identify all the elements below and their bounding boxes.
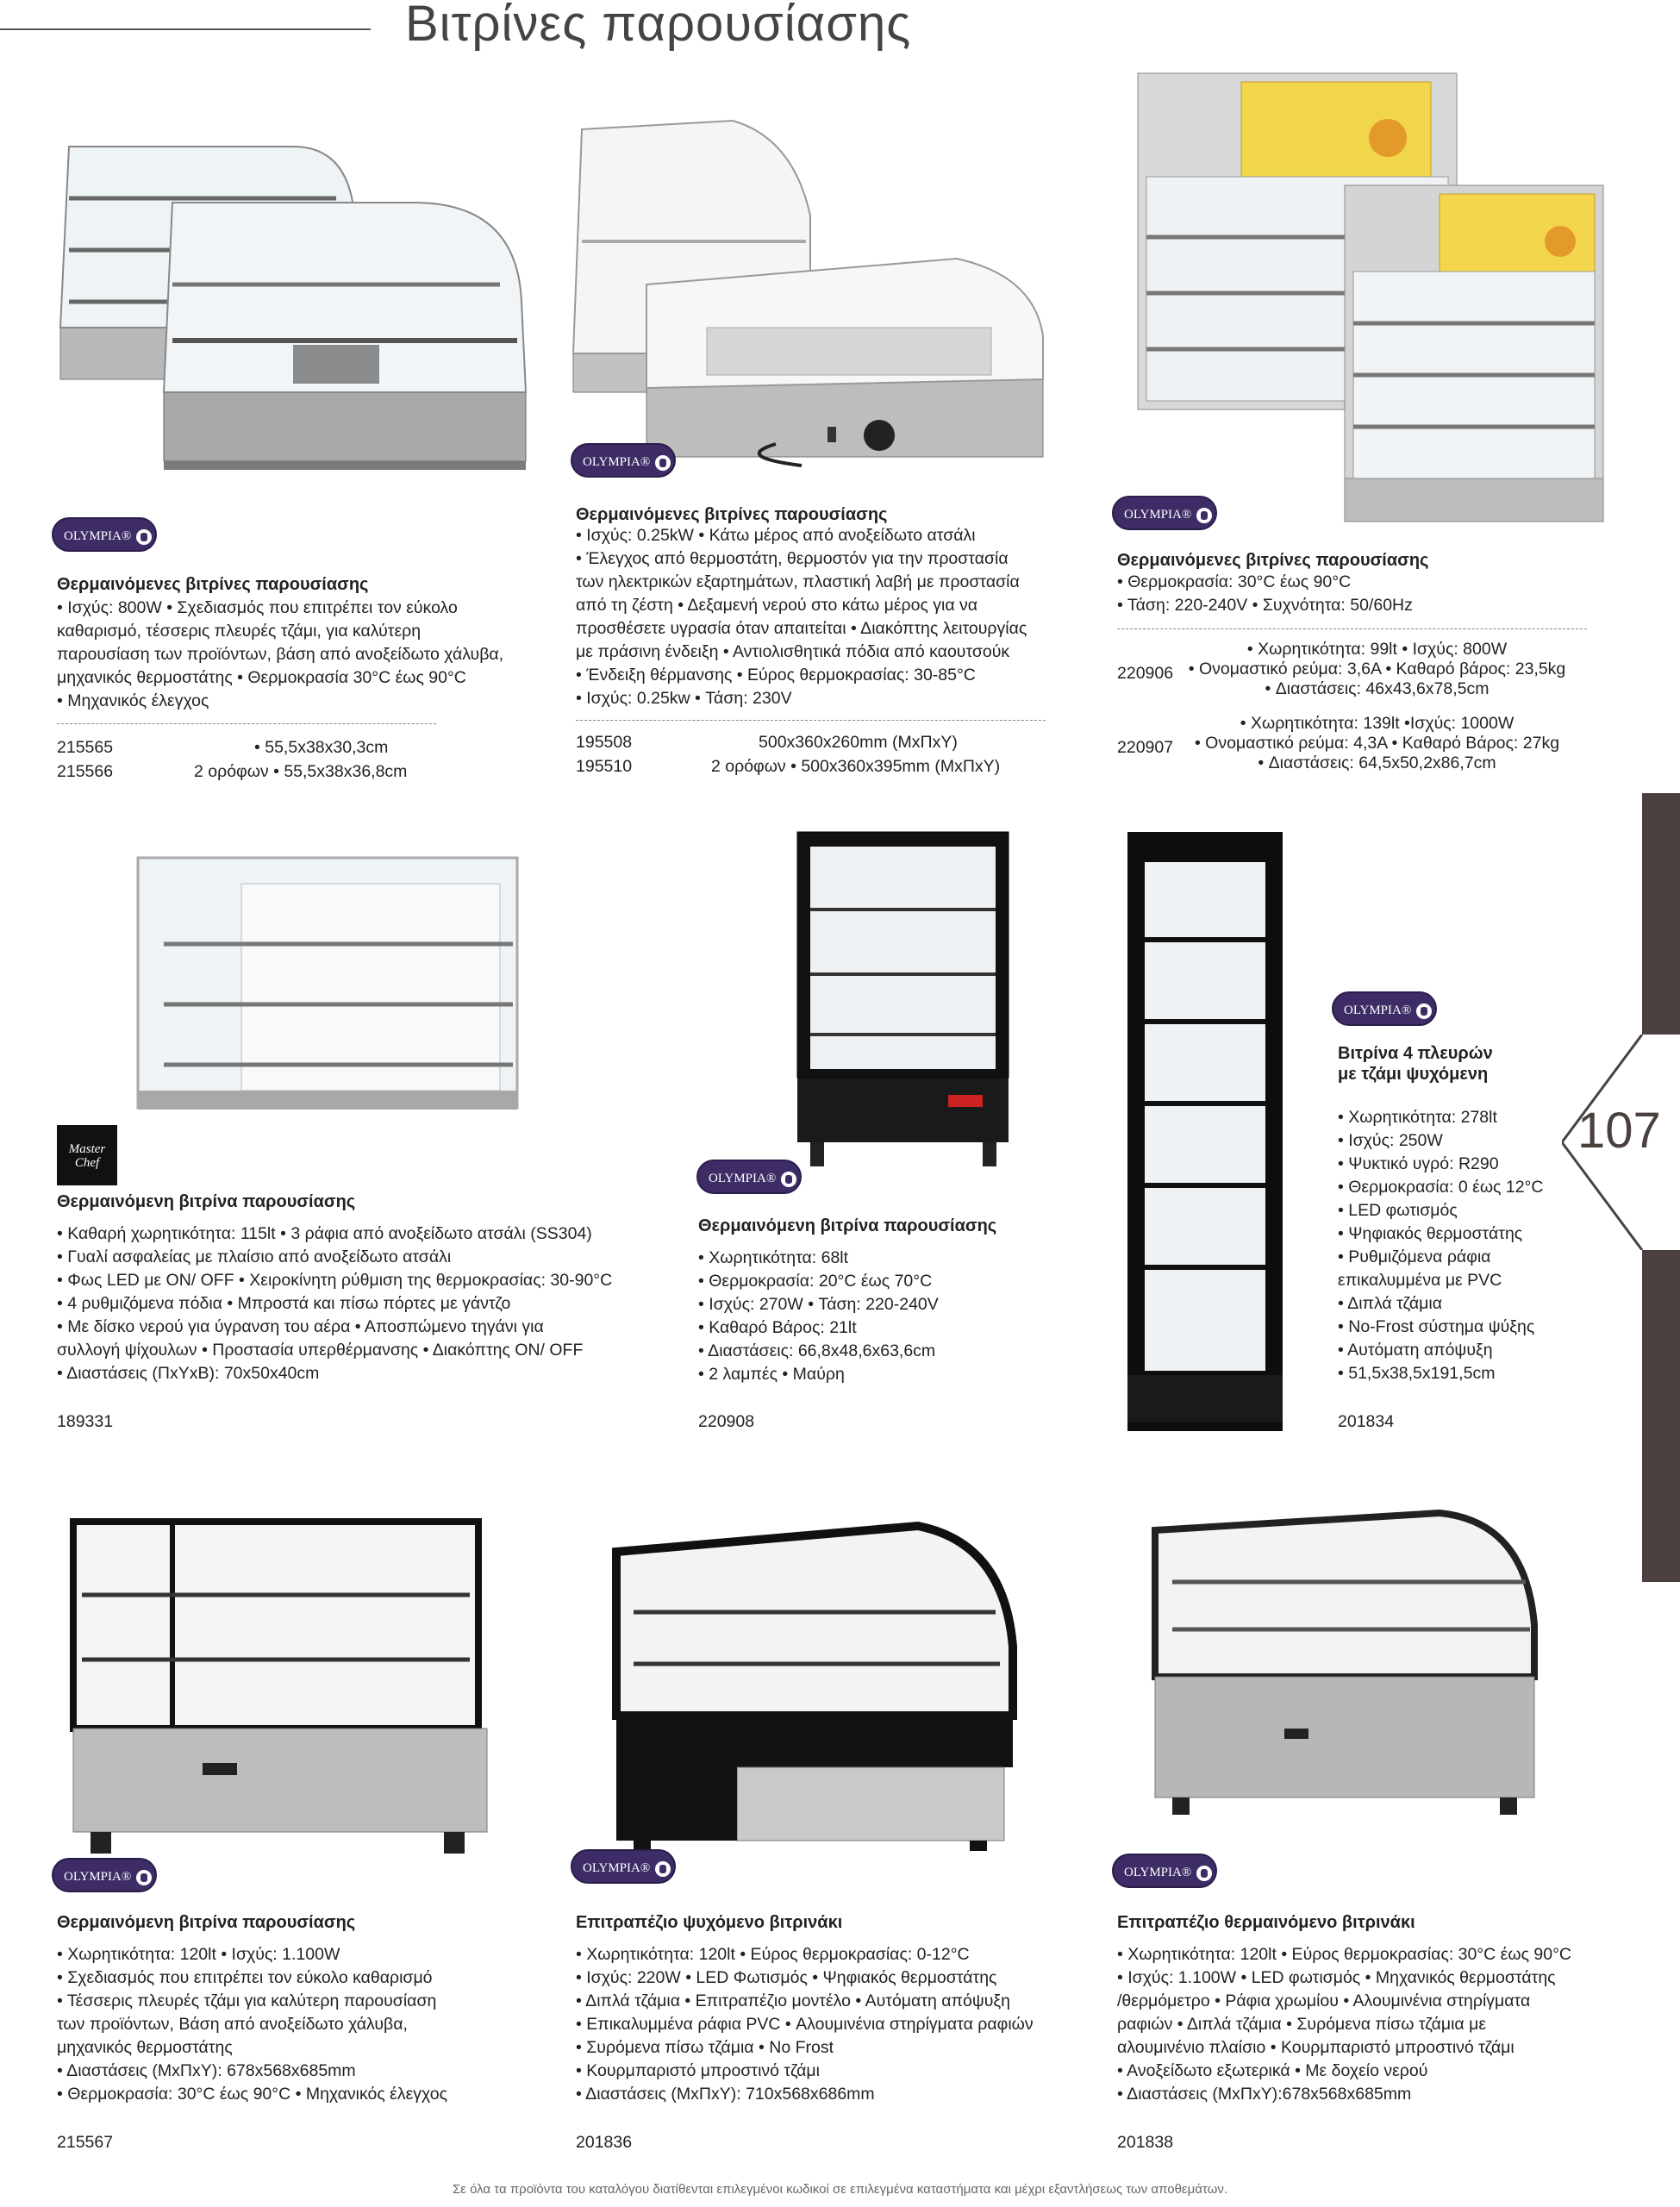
- product-variant-spec: • Χωρητικότητα: 99lt • Ισχύς: 800W • Ονομαστικό ρεύμα: 3,6A • Καθαρό βάρος: 23,5kg • Διαστάσεις: 46x43,6x78,5cm: [1188, 640, 1566, 698]
- olympia-mark-icon: [1416, 1003, 1432, 1019]
- product-code: 195508: [576, 733, 633, 752]
- product-description: • Καθαρή χωρητικότητα: 115lt • 3 ράφια από ανοξείδωτο ατσάλι (SS304) • Γυαλί ασφαλείας με πλαίσιο από ανοξείδωτο ατσάλι • Φως LED με ON/ OFF • Χειροκίνητη ρύθμιση της θερμοκρασίας: 30-90°C • 4 ρυθμιζόμενα πόδια • Μπροστά και πίσω πόρτες με γάντζο • Με δίσκο νερού για ύγρανση του αέρα • Αποσπώμενο τηγάνι για συλλογή ψίχουλων • Προστασία υπερθέρμανσης • Διακόπτης ON/ OFF • Διαστάσεις (ΠxΥxΒ): 70x50x40cm: [57, 1224, 613, 1383]
- product-description: • Ισχύς: 0.25kW • Κάτω μέρος από ανοξείδωτο ατσάλι • Έλεγχος από θερμοστάτη, θερμοστόν για την προστασία των ηλεκτρικών εξαρτημάτων, πλαστική λαβή με προστασία από τη ζέστη • Δεξαμενή νερού στο κάτω μέρος για να προσθέσετε υγρασία όταν απαιτείται • Διακόπτης λειτουργίας με πράσινη ένδειξη • Αντιολισθητικά πόδια από καουτσούκ • Ένδειξη θέρμανσης • Εύρος θερμοκρασίας: 30-85°C • Ισχύς: 0.25kw • Τάση: 230V: [576, 526, 1027, 708]
- product-code: 201834: [1338, 1412, 1395, 1431]
- product-variant-spec: 500x360x260mm (ΜxΠxΥ): [759, 733, 958, 752]
- product-title: Βιτρίνα 4 πλευρών με τζάμι ψυχόμενη: [1338, 1044, 1493, 1084]
- divider: [57, 723, 436, 724]
- product-code: 189331: [57, 1412, 114, 1431]
- brand-logo-olympia: OLYMPIA®: [1112, 1854, 1217, 1888]
- product-description: • Χωρητικότητα: 120lt • Εύρος θερμοκρασίας: 30°C έως 90°C • Ισχύς: 1.100W • LED φωτισμός • Μηχανικός θερμοστάτης /θερμόμετρο • Ράφια χρωμίου • Αλουμινένια στηρίγματα ραφιών • Διπλά τζάμια • Συρόμενα πίσω τζάμια με αλουμινένιο πλαίσιο • Κουρμπαριστό μπροστινό τζάμι • Ανοξείδωτο εξωτερικά • Με δοχείο νερού • Διαστάσεις (ΜxΠxΥ):678x568x685mm: [1117, 1945, 1571, 2104]
- product-variant-spec: • Χωρητικότητα: 139lt •Ισχύς: 1000W • Ονομαστικό ρεύμα: 4,3A • Καθαρό Βάρος: 27kg • Διαστάσεις: 64,5x50,2x86,7cm: [1194, 714, 1560, 772]
- product-variant-spec: 2 ορόφων • 500x360x395mm (ΜxΠxΥ): [711, 757, 1001, 776]
- product-variant-spec: 2 ορόφων • 55,5x38x36,8cm: [194, 762, 408, 781]
- title-rule: [0, 28, 371, 30]
- product-photo-countertop-heated: [1146, 1504, 1543, 1845]
- product-photo-heated-display-2tier: [52, 129, 543, 487]
- product-code: 201838: [1117, 2133, 1174, 2152]
- brand-logo-olympia: OLYMPIA®: [1332, 991, 1437, 1026]
- product-description: • Χωρητικότητα: 120lt • Εύρος θερμοκρασίας: 0-12°C • Ισχύς: 220W • LED Φωτισμός • Ψηφιακός θερμοστάτης • Διπλά τζάμια • Επιτραπέζιο μοντέλο • Αυτόματη απόψυξη • Επικαλυμμένα ράφια PVC • Αλουμινένια στηρίγματα ραφιών • Συρόμενα πίσω τζάμια • No Frost • Κουρμπαριστό μπροστινό τζάμι • Διαστάσεις (ΜxΠxΥ): 710x568x686mm: [576, 1945, 1034, 2104]
- olympia-mark-icon: [136, 529, 152, 545]
- product-description: • Χωρητικότητα: 120lt • Ισχύς: 1.100W • Σχεδιασμός που επιτρέπει τον εύκολο καθαρισμό • Τέσσερις πλευρές τζάμι για καλύτερη παρουσίαση των προϊόντων, Βάση από ανοξείδωτο χάλυβα, μηχανικός θερμοστάτης • Διαστάσεις (ΜxΠxΥ): 678x568x685mm • Θερμοκρασία: 30°C έως 90°C • Μηχανικός έλεγχος: [57, 1945, 447, 2104]
- brand-logo-olympia: OLYMPIA®: [52, 517, 157, 552]
- product-code: 215566: [57, 762, 114, 781]
- olympia-mark-icon: [655, 1861, 671, 1877]
- product-photo-tall-refrigerated-display: [1121, 828, 1293, 1444]
- product-title: Θερμαινόμενες βιτρίνες παρουσίασης: [576, 505, 888, 524]
- product-description: • Χωρητικότητα: 68lt • Θερμοκρασία: 20°C έως 70°C • Ισχύς: 270W • Τάση: 220-240V • Καθαρό Βάρος: 21lt • Διαστάσεις: 66,8x48,6x63,6cm • 2 λαμπές • Μαύρη: [698, 1248, 939, 1384]
- brand-logo-olympia: OLYMPIA®: [696, 1160, 802, 1194]
- product-code: 220908: [698, 1412, 755, 1431]
- brand-logo-olympia: OLYMPIA®: [571, 1849, 676, 1884]
- product-title: Θερμαινόμενη βιτρίνα παρουσίασης: [698, 1216, 997, 1235]
- product-photo-heated-display-glass: [129, 849, 526, 1121]
- page-number: 107: [1577, 1103, 1661, 1159]
- product-description: • Χωρητικότητα: 278lt • Ισχύς: 250W • Ψυκτικό υγρό: R290 • Θερμοκρασία: 0 έως 12°C • LED φωτισμός • Ψηφιακός θερμοστάτης • Ρυθμιζόμενα ράφια επικαλυμμένα με PVC • Διπλά τζάμια • No-Frost σύστημα ψύξης • Αυτόματη απόψυξη • 51,5x38,5x191,5cm: [1338, 1108, 1544, 1383]
- product-code: 215567: [57, 2133, 114, 2152]
- product-photo-heated-display-120lt: [65, 1513, 504, 1862]
- olympia-mark-icon: [1196, 508, 1212, 523]
- divider: [1117, 628, 1587, 629]
- product-code: 215565: [57, 738, 114, 757]
- product-photo-heated-display-acrylic: [560, 112, 1077, 478]
- product-description: • Ισχύς: 800W • Σχεδιασμός που επιτρέπει τον εύκολο καθαρισμό, τέσσερις πλευρές τζάμι, για καλύτερη παρουσίαση των προϊόντων, βάση από ανοξείδωτο χάλυβα, μηχανικός θερμοστάτης • Θερμοκρασία 30°C έως 90°C • Μηχανικός έλεγχος: [57, 598, 504, 710]
- brand-logo-olympia: OLYMPIA®: [1112, 496, 1217, 530]
- page-title: Βιτρίνες παρουσίασης: [405, 0, 912, 52]
- divider: [576, 720, 1046, 721]
- brand-logo-olympia: OLYMPIA®: [52, 1858, 157, 1892]
- product-title: Θερμαινόμενες βιτρίνες παρουσίασης: [1117, 551, 1429, 570]
- product-title: Επιτραπέζιο ψυχόμενο βιτρινάκι: [576, 1913, 843, 1932]
- product-photo-heated-display-tower: [1121, 65, 1621, 535]
- product-title: Θερμαινόμενη βιτρίνα παρουσίασης: [57, 1192, 356, 1211]
- olympia-mark-icon: [136, 1870, 152, 1885]
- olympia-mark-icon: [781, 1172, 796, 1187]
- product-code: 195510: [576, 757, 633, 776]
- brand-logo-olympia: OLYMPIA®: [571, 443, 676, 478]
- product-title: Επιτραπέζιο θερμαινόμενο βιτρινάκι: [1117, 1913, 1415, 1932]
- product-title: Θερμαινόμενες βιτρίνες παρουσίασης: [57, 575, 369, 594]
- product-code: 220906: [1117, 664, 1174, 683]
- product-title: Θερμαινόμενη βιτρίνα παρουσίασης: [57, 1913, 356, 1932]
- olympia-mark-icon: [1196, 1866, 1212, 1881]
- product-code: 201836: [576, 2133, 633, 2152]
- product-description: • Θερμοκρασία: 30°C έως 90°C • Τάση: 220-240V • Συχνότητα: 50/60Hz: [1117, 572, 1413, 615]
- olympia-mark-icon: [655, 455, 671, 471]
- product-photo-countertop-refrigerated: [608, 1517, 1021, 1858]
- product-variant-spec: • 55,5x38x30,3cm: [254, 738, 389, 757]
- product-code: 220907: [1117, 738, 1174, 757]
- footer-disclaimer: Σε όλα τα προϊόντα του καταλόγου διατίθενται επιλεγμένοι κωδικοί σε επιλεγμένα καταστήματα και μέχρι εξαντλήσεως των αποθεμάτων.: [452, 2182, 1228, 2197]
- brand-logo-masterchef: Master Chef: [57, 1125, 117, 1185]
- product-photo-black-4-side-display: [793, 828, 1017, 1177]
